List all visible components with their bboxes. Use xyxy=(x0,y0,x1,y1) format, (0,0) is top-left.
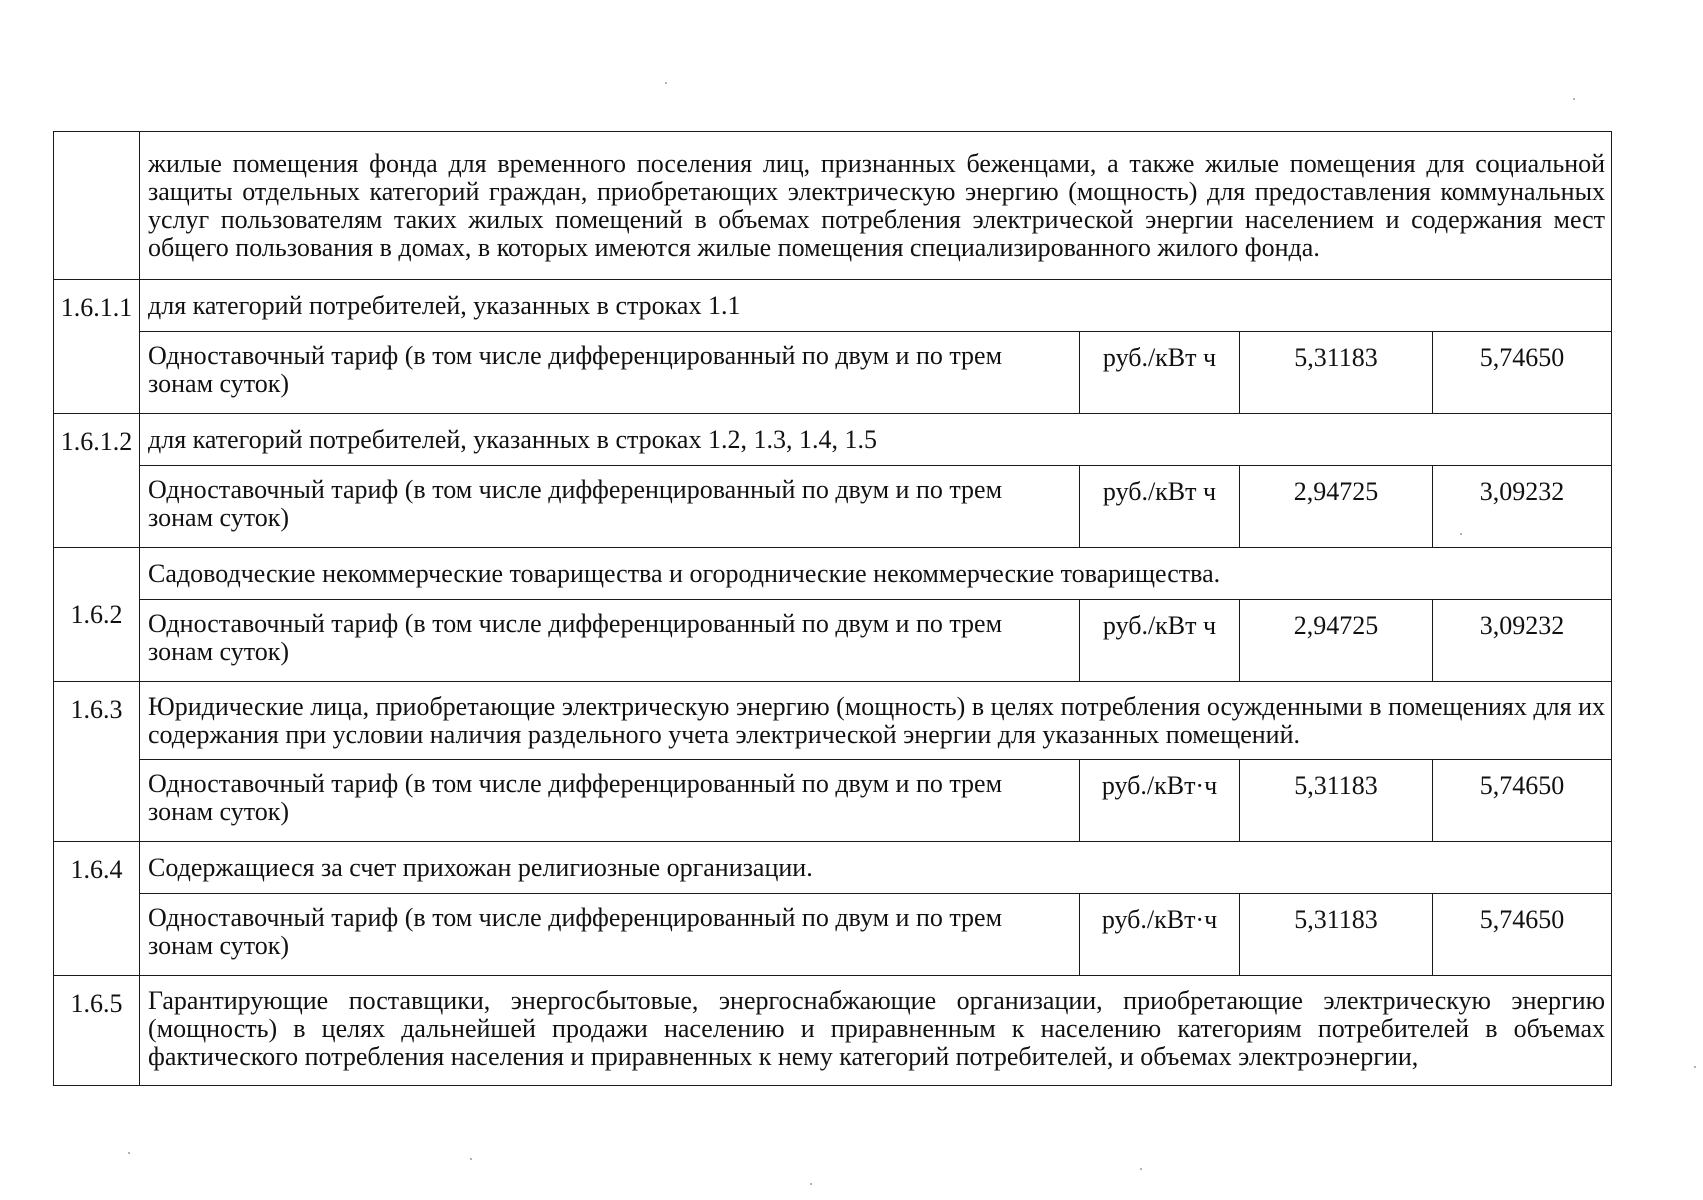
row-number-1-6-1-1: 1.6.1.1 xyxy=(54,280,140,414)
value-cell-1: 2,94725 xyxy=(1240,600,1433,682)
intro-text: жилые помещения фонда для временного поселения лиц, признанных беженцами, а также жилые помещения для социальной защиты отдельных категорий граждан, приобретающих электрическую энергию (мощность) для предоставления коммунальных услуг пользователям таких жилых помещений в объемах потребления электрической энергии населением и содержания мест общего пользования в домах, в которых имеются жилые помещения специализированного жилого фонда. xyxy=(140,132,1612,280)
scan-speck xyxy=(1694,1066,1696,1068)
table-row-1-6-2-tariff xyxy=(54,600,1612,682)
table-row-intro xyxy=(54,132,1612,280)
tariff-table xyxy=(53,131,1612,1086)
unit-cell: руб./кВт·ч xyxy=(1080,760,1240,842)
value-cell-1: 5,31183 xyxy=(1240,332,1433,414)
scan-speck xyxy=(810,1183,812,1185)
category-heading-1-6-1-2: для категорий потребителей, указанных в строках 1.2, 1.3, 1.4, 1.5 xyxy=(140,414,1612,466)
unit-cell: руб./кВт ч xyxy=(1080,332,1240,414)
row-number-1-6-1-2: 1.6.1.2 xyxy=(54,414,140,548)
unit-cell: руб./кВт ч xyxy=(1080,600,1240,682)
scan-speck xyxy=(1573,98,1575,100)
category-heading-1-6-3: Юридические лица, приобретающие электрическую энергию (мощность) в целях потребления осужденными в помещениях для их содержания при условии наличия раздельного учета электрической энергии для указанных помещений. xyxy=(140,682,1612,760)
table-row-1-6-4-tariff xyxy=(54,894,1612,976)
value-cell-2: 3,09232 xyxy=(1433,466,1612,548)
category-heading-1-6-4: Содержащиеся за счет прихожан религиозные организации. xyxy=(140,842,1612,894)
row-number-1-6-3: 1.6.3 xyxy=(54,682,140,842)
tariff-label: Одноставочный тариф (в том числе дифференцированный по двум и по трем зонам суток) xyxy=(140,760,1080,842)
value-cell-1: 5,31183 xyxy=(1240,894,1433,976)
tariff-label: Одноставочный тариф (в том числе дифференцированный по двум и по трем зонам суток) xyxy=(140,466,1080,548)
scan-speck xyxy=(665,82,667,84)
scan-speck xyxy=(470,1158,472,1160)
table-row-1-6-1-1-tariff xyxy=(54,332,1612,414)
table-row-1-6-2-heading xyxy=(54,548,1612,600)
unit-cell: руб./кВт ч xyxy=(1080,466,1240,548)
value-cell-2: 5,74650 xyxy=(1433,760,1612,842)
row-number-1-6-4: 1.6.4 xyxy=(54,842,140,976)
table-row-1-6-3-tariff xyxy=(54,760,1612,842)
value-cell-2: 5,74650 xyxy=(1433,894,1612,976)
table-row-1-6-4-heading xyxy=(54,842,1612,894)
table-row-1-6-1-2-heading xyxy=(54,414,1612,466)
value-cell-2: 3,09232 xyxy=(1433,600,1612,682)
value-cell-2: 5,74650 xyxy=(1433,332,1612,414)
value-cell-1: 5,31183 xyxy=(1240,760,1433,842)
row-number-1-6-5: 1.6.5 xyxy=(54,976,140,1086)
table-row-1-6-5-heading xyxy=(54,976,1612,1086)
scan-speck xyxy=(128,1152,130,1154)
tariff-label: Одноставочный тариф (в том числе дифференцированный по двум и по трем зонам суток) xyxy=(140,600,1080,682)
category-heading-1-6-2: Садоводческие некоммерческие товарищества и огороднические некоммерческие товарищества. xyxy=(140,548,1612,600)
category-heading-1-6-5: Гарантирующие поставщики, энергосбытовые, энергоснабжающие организации, приобретающие электрическую энергию (мощность) в целях дальнейшей продажи населению и приравненным к населению категориям потребителей в объемах фактического потребления населения и приравненных к нему категорий потребителей, и объемах электроэнергии, xyxy=(140,976,1612,1086)
tariff-label: Одноставочный тариф (в том числе дифференцированный по двум и по трем зонам суток) xyxy=(140,894,1080,976)
unit-cell: руб./кВт·ч xyxy=(1080,894,1240,976)
table-row-1-6-3-heading xyxy=(54,682,1612,760)
table-row-1-6-1-2-tariff xyxy=(54,466,1612,548)
value-cell-1: 2,94725 xyxy=(1240,466,1433,548)
scan-speck xyxy=(1140,1168,1142,1170)
row-number-1-6-2: 1.6.2 xyxy=(54,548,140,682)
category-heading-1-6-1-1: для категорий потребителей, указанных в строках 1.1 xyxy=(140,280,1612,332)
tariff-label: Одноставочный тариф (в том числе дифференцированный по двум и по трем зонам суток) xyxy=(140,332,1080,414)
num-cell-empty xyxy=(54,132,140,280)
table-row-1-6-1-1-heading xyxy=(54,280,1612,332)
scan-speck xyxy=(1460,533,1462,535)
